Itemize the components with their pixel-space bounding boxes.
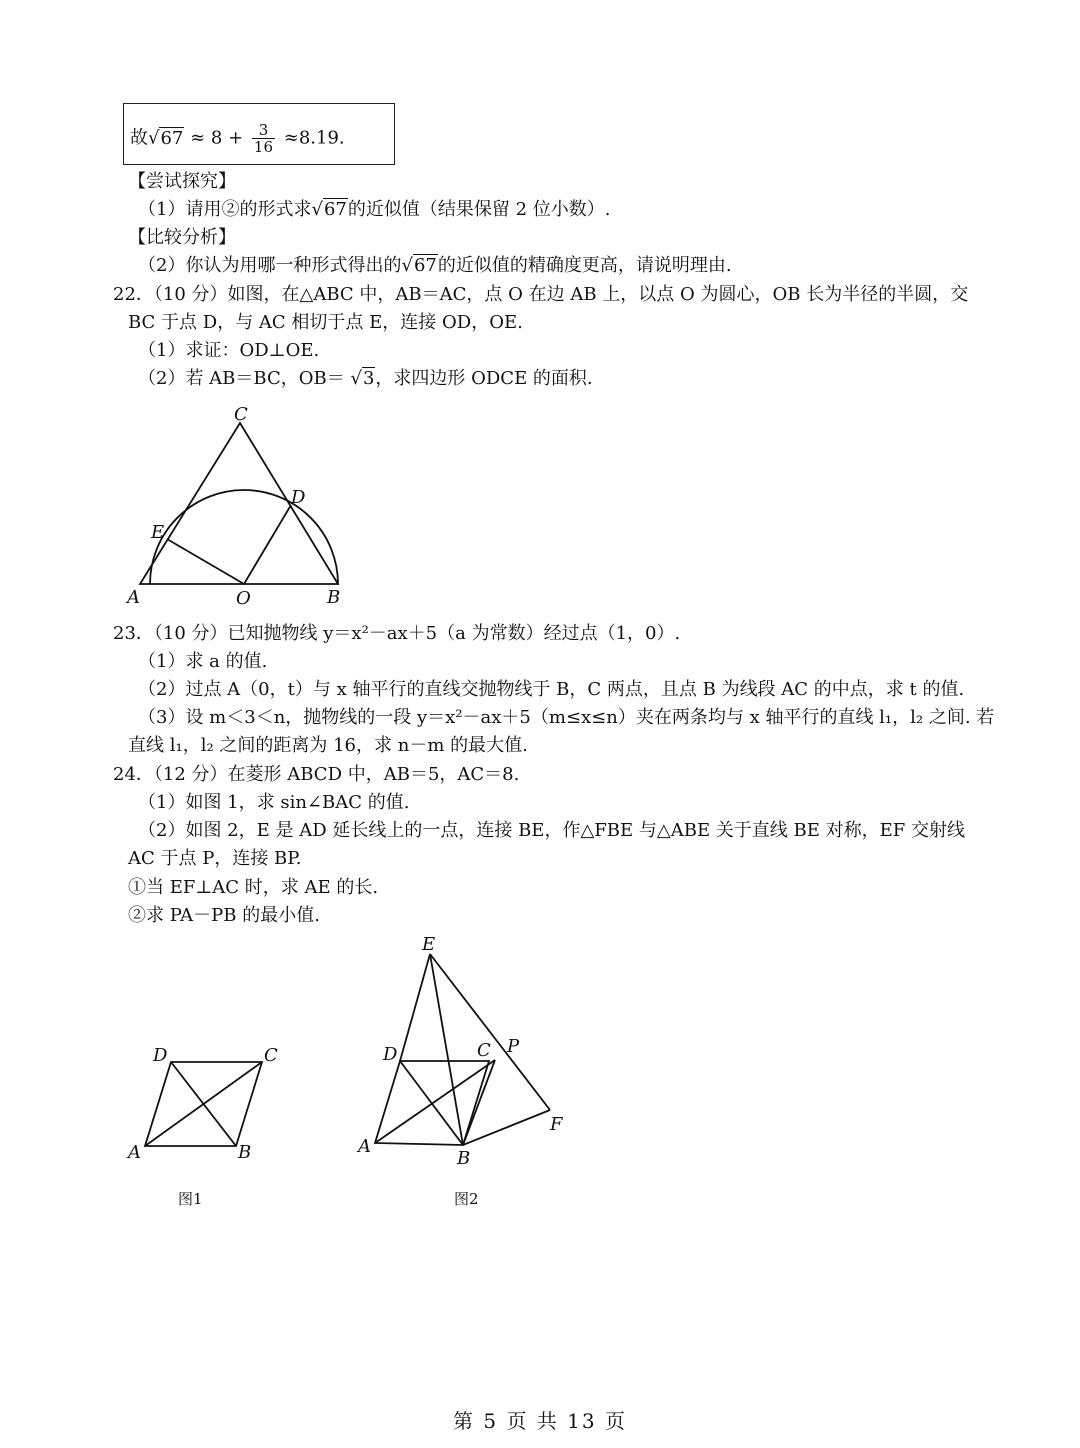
fig2-label-e: E bbox=[422, 934, 436, 955]
question-1-text: （1）请用②的形式求 bbox=[138, 199, 312, 220]
result-approx: ≈ 8 + bbox=[190, 127, 244, 149]
question-1-tail: 的近似值（结果保留 2 位小数）. bbox=[347, 199, 611, 220]
fig1-label-b: B bbox=[238, 1142, 252, 1163]
p24-line-6: ②求 PA－PB 的最小值. bbox=[128, 905, 320, 926]
result-box bbox=[123, 103, 395, 165]
p23-line-1: 23．（10 分）已知抛物线 y＝x²－ax＋5（a 为常数）经过点（1，0）. bbox=[113, 623, 681, 644]
fraction-denominator: 16 bbox=[253, 138, 274, 156]
segment-be bbox=[430, 954, 463, 1145]
result-prefix: 故 bbox=[130, 127, 148, 149]
label-o: O bbox=[236, 588, 251, 609]
fraction-numerator: 3 bbox=[252, 122, 275, 139]
diagonal-bd bbox=[400, 1061, 463, 1145]
p24-line-3: （2）如图 2，E 是 AD 延长线上的一点，连接 BE，作△FBE 与△ABE 关于直线 BE 对称，EF 交射线 bbox=[138, 820, 965, 841]
segment-oe bbox=[167, 539, 244, 584]
p22-line-2: BC 于点 D，与 AC 相切于点 E，连接 OD，OE. bbox=[128, 312, 523, 333]
fig1-label-c: C bbox=[264, 1045, 278, 1066]
figure-22 bbox=[120, 400, 360, 610]
label-b: B bbox=[327, 587, 341, 608]
label-a: A bbox=[127, 587, 140, 608]
fig2-label-d: D bbox=[383, 1044, 398, 1065]
question-1-root: 67 bbox=[323, 199, 347, 220]
section-try: 【尝试探究】 bbox=[128, 171, 236, 192]
fig1-label-d: D bbox=[153, 1045, 168, 1066]
result-root: 67 bbox=[160, 127, 184, 149]
triangle-abc bbox=[140, 423, 338, 584]
p22-line-4-text: （2）若 AB＝BC，OB＝ bbox=[138, 368, 351, 389]
segment-de bbox=[400, 954, 430, 1061]
segment-ef bbox=[430, 954, 550, 1110]
fig2-label-c: C bbox=[477, 1040, 491, 1061]
p24-line-4: AC 于点 P，连接 BP. bbox=[128, 848, 302, 869]
label-d: D bbox=[291, 487, 306, 508]
caption-fig1: 图1 bbox=[178, 1190, 203, 1208]
p23-line-3: （2）过点 A（0，t）与 x 轴平行的直线交抛物线于 B，C 两点，且点 B 为线段 AC 的中点，求 t 的值. bbox=[138, 679, 965, 700]
question-2-root: 67 bbox=[413, 255, 437, 276]
p24-line-5: ①当 EF⊥AC 时，求 AE 的长. bbox=[128, 877, 379, 898]
segment-bf bbox=[463, 1110, 550, 1145]
p22-line-3: （1）求证：OD⊥OE. bbox=[138, 340, 320, 361]
section-compare: 【比较分析】 bbox=[128, 227, 236, 248]
p24-line-2: （1）如图 1，求 sin∠BAC 的值. bbox=[138, 792, 410, 813]
fig1-label-a: A bbox=[128, 1142, 141, 1163]
question-2: （2）你认为用哪一种形式得出的√67的近似值的精确度更高，请说明理由. bbox=[138, 255, 732, 276]
segment-od bbox=[244, 505, 291, 584]
fig2-label-p: P bbox=[507, 1036, 520, 1057]
p22-line-4-tail: ，求四边形 ODCE 的面积. bbox=[375, 368, 593, 389]
caption-fig2: 图2 bbox=[454, 1190, 479, 1208]
fig2-label-a: A bbox=[358, 1136, 371, 1157]
question-1: （1）请用②的形式求√67的近似值（结果保留 2 位小数）. bbox=[138, 199, 611, 220]
result-value: ≈8.19. bbox=[283, 127, 345, 149]
question-2-tail: 的近似值的精确度更高，请说明理由. bbox=[437, 255, 732, 276]
diagonal-bd bbox=[171, 1062, 236, 1146]
question-2-text: （2）你认为用哪一种形式得出的 bbox=[138, 255, 402, 276]
figure-1 bbox=[120, 1040, 290, 1170]
p23-line-5: 直线 l₁，l₂ 之间的距离为 16，求 n－m 的最大值. bbox=[128, 735, 528, 756]
fig2-label-b: B bbox=[457, 1148, 471, 1169]
p22-line-1: 22．（10 分）如图，在△ABC 中，AB＝AC，点 O 在边 AB 上，以点 O 为圆心，OB 长为半径的半圆，交 bbox=[113, 284, 969, 305]
fig2-label-f: F bbox=[550, 1114, 563, 1135]
p22-line-4: （2）若 AB＝BC，OB＝ √3，求四边形 ODCE 的面积. bbox=[138, 368, 593, 389]
fraction bbox=[252, 122, 275, 155]
p23-line-4: （3）设 m＜3＜n，抛物线的一段 y＝x²－ax＋5（m≤x≤n）夹在两条均与 x 轴平行的直线 l₁，l₂ 之间. 若 bbox=[138, 707, 995, 728]
page-footer: 第 5 页 共 13 页 bbox=[453, 1409, 627, 1433]
p24-line-1: 24．（12 分）在菱形 ABCD 中，AB＝5，AC＝8. bbox=[113, 764, 520, 785]
figure-2 bbox=[350, 928, 580, 1173]
label-c: C bbox=[234, 404, 248, 425]
segment-bp bbox=[463, 1060, 495, 1145]
p23-line-2: （1）求 a 的值. bbox=[138, 651, 268, 672]
p22-line-4-root: 3 bbox=[362, 368, 375, 389]
label-e: E bbox=[151, 522, 165, 543]
result-formula: 故√67 ≈ 8 + $\frac{3}{16}$ ≈8.19. bbox=[130, 121, 345, 156]
